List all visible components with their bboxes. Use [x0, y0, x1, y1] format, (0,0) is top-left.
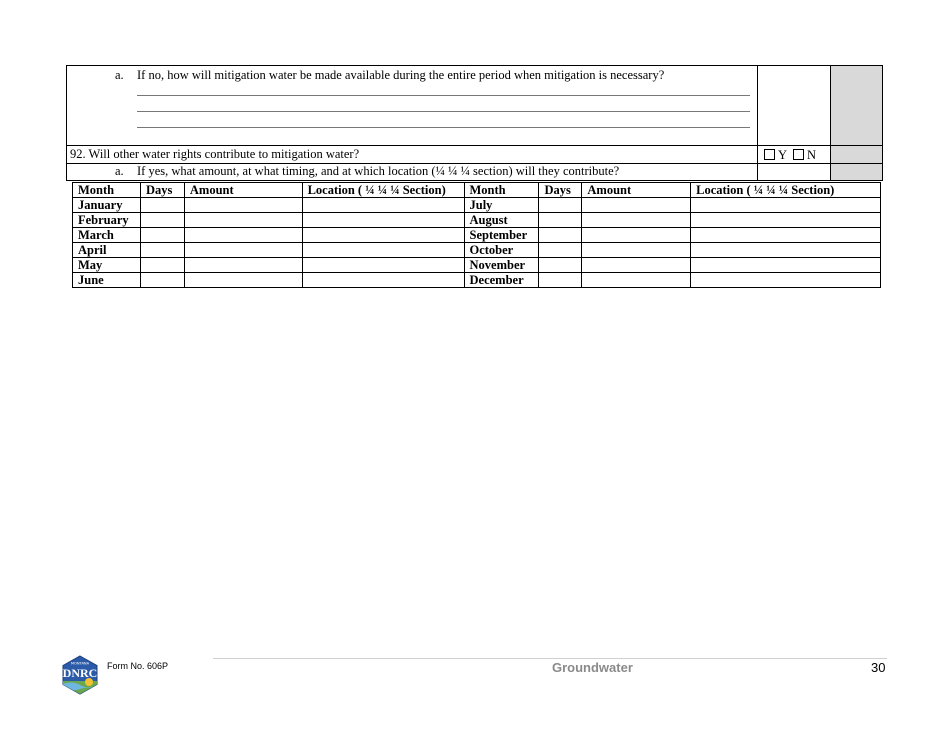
table-row [73, 213, 881, 228]
logo-subtext: MONTANA [70, 661, 90, 666]
amount-input[interactable] [582, 213, 691, 228]
location-input[interactable] [691, 243, 881, 258]
question-92-row [66, 146, 883, 164]
question-92a-row [66, 164, 883, 181]
amount-input[interactable] [184, 228, 302, 243]
days-input[interactable] [539, 198, 582, 213]
office-use-cell [831, 146, 882, 163]
month-cell: June [73, 273, 141, 288]
logo-text: DNRC [62, 666, 98, 680]
answer-line[interactable] [137, 111, 750, 112]
days-input[interactable] [140, 258, 184, 273]
header-location: Location ( ¼ ¼ ¼ Section) [691, 183, 881, 198]
table-row [73, 243, 881, 258]
location-input[interactable] [302, 198, 464, 213]
question-92a-label: a. [115, 164, 124, 178]
table-row [73, 198, 881, 213]
question-91a-label: a. [115, 68, 124, 82]
location-input[interactable] [302, 213, 464, 228]
section-title: Groundwater [552, 660, 633, 675]
header-amount: Amount [582, 183, 691, 198]
dnrc-logo-icon [60, 655, 100, 695]
form-question-block [66, 65, 883, 181]
office-use-cell [831, 164, 882, 180]
question-92-text: 92. Will other water rights contribute to mitigation water? [70, 147, 360, 161]
amount-input[interactable] [582, 258, 691, 273]
month-cell: September [464, 228, 539, 243]
location-input[interactable] [691, 258, 881, 273]
location-input[interactable] [691, 213, 881, 228]
question-91a-row [66, 65, 883, 146]
header-month: Month [464, 183, 539, 198]
location-input[interactable] [302, 273, 464, 288]
header-days: Days [539, 183, 582, 198]
days-input[interactable] [539, 243, 582, 258]
month-cell: August [464, 213, 539, 228]
amount-input[interactable] [582, 273, 691, 288]
days-input[interactable] [539, 273, 582, 288]
question-92a-text: If yes, what amount, at what timing, and at which location (¼ ¼ ¼ section) will they contribute? [137, 164, 620, 178]
question-91a-answer-cell [758, 66, 831, 145]
amount-input[interactable] [184, 213, 302, 228]
question-91a-text: If no, how will mitigation water be made available during the entire period when mitigation is necessary? [137, 68, 665, 82]
answer-line[interactable] [137, 95, 750, 96]
month-cell: October [464, 243, 539, 258]
month-cell: April [73, 243, 141, 258]
location-input[interactable] [691, 273, 881, 288]
form-number: Form No. 606P [107, 661, 169, 671]
month-cell: May [73, 258, 141, 273]
question-92-answer-cell [758, 146, 831, 163]
question-91a-cell [67, 66, 758, 145]
days-input[interactable] [140, 273, 184, 288]
amount-input[interactable] [582, 198, 691, 213]
table-row [73, 258, 881, 273]
no-checkbox[interactable] [793, 149, 804, 160]
month-cell: February [73, 213, 141, 228]
amount-input[interactable] [184, 273, 302, 288]
amount-input[interactable] [184, 258, 302, 273]
month-cell: March [73, 228, 141, 243]
days-input[interactable] [539, 213, 582, 228]
question-92-cell [67, 146, 758, 163]
location-input[interactable] [691, 198, 881, 213]
amount-input[interactable] [582, 228, 691, 243]
month-cell: December [464, 273, 539, 288]
amount-input[interactable] [582, 243, 691, 258]
no-label: N [807, 148, 817, 162]
answer-line[interactable] [137, 127, 750, 128]
header-location: Location ( ¼ ¼ ¼ Section) [302, 183, 464, 198]
page-number: 30 [871, 660, 886, 675]
days-input[interactable] [140, 198, 184, 213]
office-use-cell [831, 66, 882, 145]
location-input[interactable] [302, 258, 464, 273]
month-cell: January [73, 198, 141, 213]
days-input[interactable] [539, 228, 582, 243]
location-input[interactable] [302, 243, 464, 258]
question-92a-answer-cell [758, 164, 831, 180]
header-month: Month [73, 183, 141, 198]
days-input[interactable] [140, 213, 184, 228]
days-input[interactable] [539, 258, 582, 273]
table-row [73, 273, 881, 288]
month-cell: July [464, 198, 539, 213]
location-input[interactable] [302, 228, 464, 243]
yes-checkbox[interactable] [764, 149, 775, 160]
table-header-row [73, 183, 881, 198]
days-input[interactable] [140, 243, 184, 258]
header-amount: Amount [184, 183, 302, 198]
yes-label: Y [778, 148, 788, 162]
table-row [73, 228, 881, 243]
mitigation-schedule-table [72, 182, 881, 288]
month-cell: November [464, 258, 539, 273]
question-92a-cell [67, 164, 758, 180]
days-input[interactable] [140, 228, 184, 243]
header-days: Days [140, 183, 184, 198]
footer-divider [213, 658, 887, 659]
amount-input[interactable] [184, 198, 302, 213]
amount-input[interactable] [184, 243, 302, 258]
location-input[interactable] [691, 228, 881, 243]
